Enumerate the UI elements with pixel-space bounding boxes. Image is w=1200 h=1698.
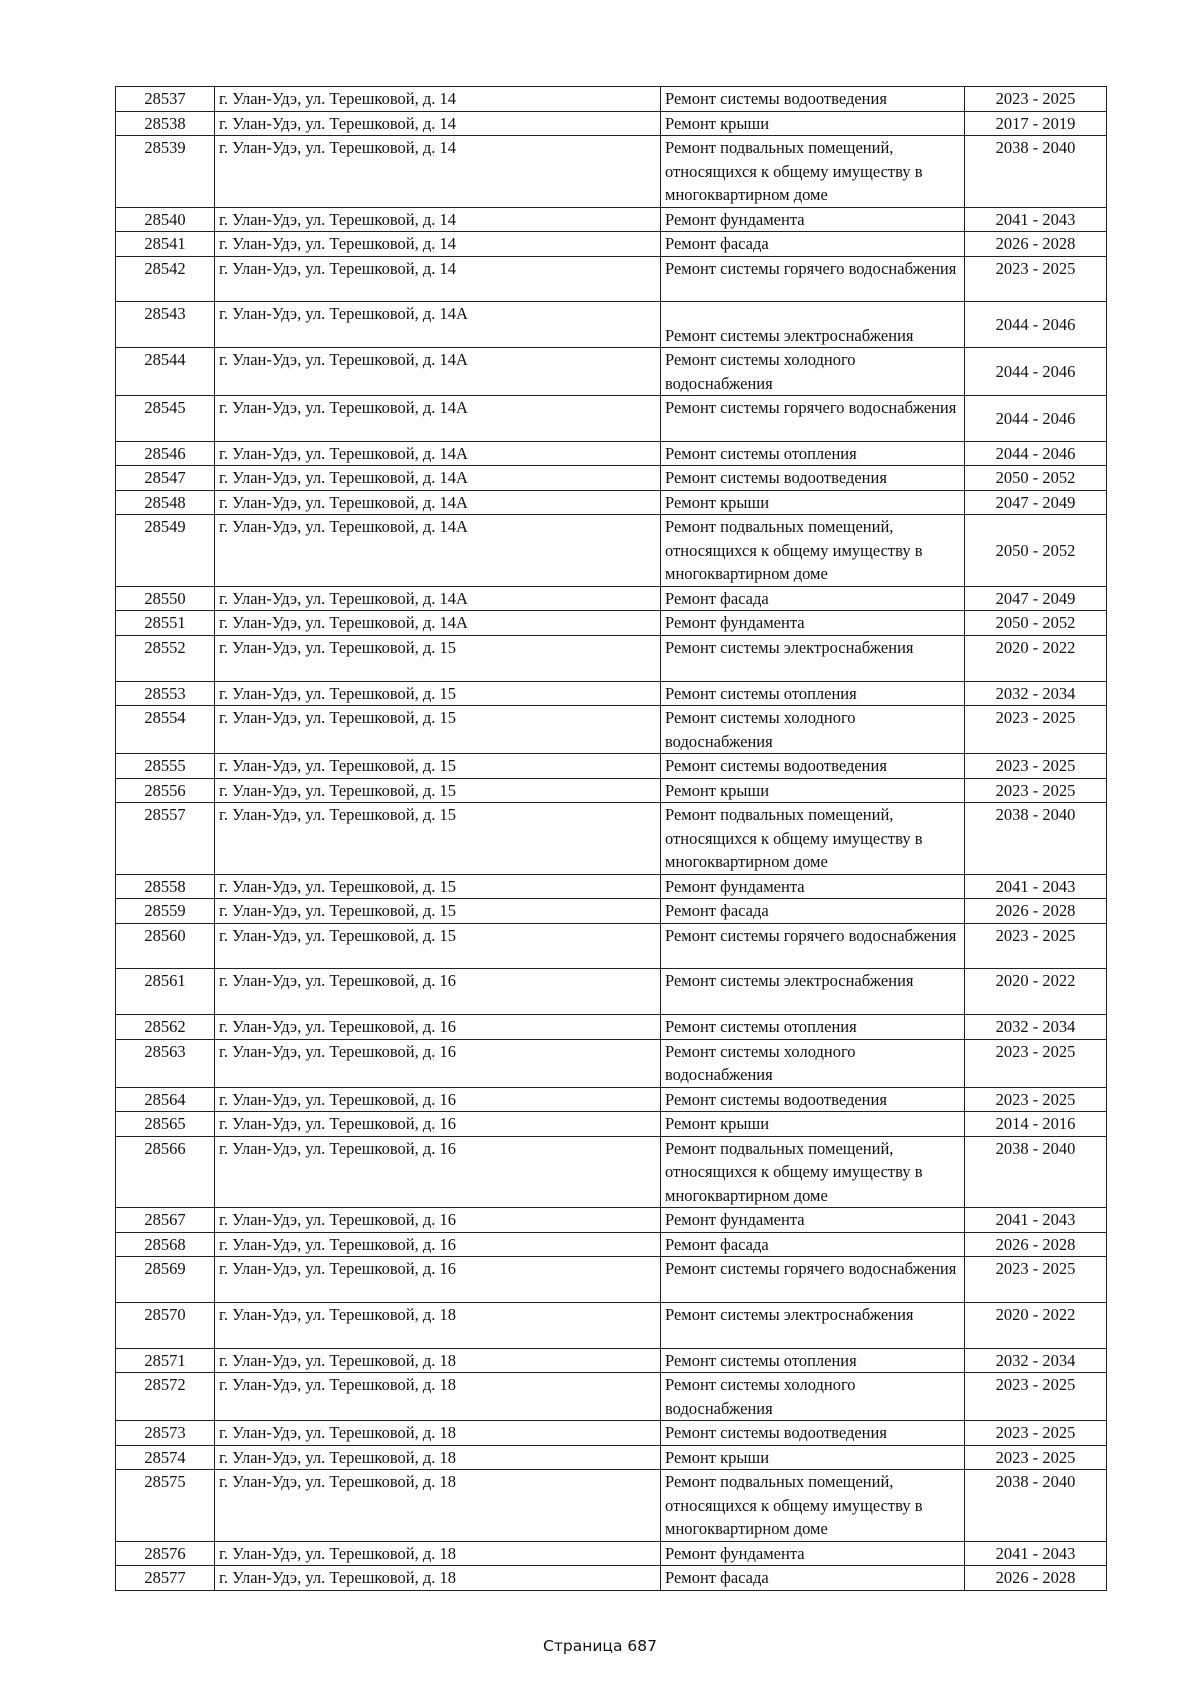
- period-cell: 2023 - 2025: [965, 778, 1107, 803]
- address-cell: г. Улан-Удэ, ул. Терешковой, д. 18: [215, 1421, 661, 1446]
- address-cell: г. Улан-Удэ, ул. Терешковой, д. 15: [215, 635, 661, 681]
- work-type-cell: Ремонт фундамента: [661, 1208, 965, 1233]
- work-type-cell: Ремонт системы электроснабжения: [661, 302, 965, 348]
- repair-schedule-table: [115, 86, 1107, 1591]
- table-row: [116, 1348, 1107, 1373]
- address-cell: г. Улан-Удэ, ул. Терешковой, д. 14: [215, 207, 661, 232]
- work-type-cell: Ремонт крыши: [661, 111, 965, 136]
- table-row: [116, 1303, 1107, 1349]
- page-number: Страница 687: [543, 1637, 657, 1655]
- work-type-cell: Ремонт системы электроснабжения: [661, 969, 965, 1015]
- period-cell: 2014 - 2016: [965, 1112, 1107, 1137]
- address-cell: г. Улан-Удэ, ул. Терешковой, д. 14: [215, 87, 661, 112]
- table-row: [116, 1257, 1107, 1303]
- address-cell: г. Улан-Удэ, ул. Терешковой, д. 14А: [215, 515, 661, 587]
- table-row: [116, 803, 1107, 875]
- table-row: [116, 1566, 1107, 1591]
- row-number-cell: 28544: [116, 348, 215, 396]
- address-cell: г. Улан-Удэ, ул. Терешковой, д. 16: [215, 1136, 661, 1208]
- period-cell: 2032 - 2034: [965, 681, 1107, 706]
- table-row: [116, 1112, 1107, 1137]
- row-number-cell: 28543: [116, 302, 215, 348]
- period-cell: 2044 - 2046: [965, 441, 1107, 466]
- table-row: [116, 1232, 1107, 1257]
- period-cell: 2032 - 2034: [965, 1348, 1107, 1373]
- row-number-cell: 28565: [116, 1112, 215, 1137]
- row-number-cell: 28546: [116, 441, 215, 466]
- period-cell: 2023 - 2025: [965, 1087, 1107, 1112]
- address-cell: г. Улан-Удэ, ул. Терешковой, д. 14А: [215, 348, 661, 396]
- row-number-cell: 28570: [116, 1303, 215, 1349]
- work-type-cell: Ремонт системы горячего водоснабжения: [661, 923, 965, 969]
- row-number-cell: 28540: [116, 207, 215, 232]
- table-row: [116, 874, 1107, 899]
- work-type-cell: Ремонт крыши: [661, 490, 965, 515]
- table-row: [116, 899, 1107, 924]
- row-number-cell: 28561: [116, 969, 215, 1015]
- period-cell: 2041 - 2043: [965, 1208, 1107, 1233]
- row-number-cell: 28549: [116, 515, 215, 587]
- address-cell: г. Улан-Удэ, ул. Терешковой, д. 16: [215, 1039, 661, 1087]
- period-cell: 2023 - 2025: [965, 1421, 1107, 1446]
- table-row: [116, 754, 1107, 779]
- address-cell: г. Улан-Удэ, ул. Терешковой, д. 14А: [215, 611, 661, 636]
- work-type-cell: Ремонт фундамента: [661, 207, 965, 232]
- row-number-cell: 28577: [116, 1566, 215, 1591]
- row-number-cell: 28574: [116, 1445, 215, 1470]
- row-number-cell: 28547: [116, 466, 215, 491]
- work-type-cell: Ремонт системы отопления: [661, 1015, 965, 1040]
- period-cell: 2032 - 2034: [965, 1015, 1107, 1040]
- address-cell: г. Улан-Удэ, ул. Терешковой, д. 14А: [215, 466, 661, 491]
- period-cell: 2041 - 2043: [965, 1541, 1107, 1566]
- address-cell: г. Улан-Удэ, ул. Терешковой, д. 14А: [215, 441, 661, 466]
- address-cell: г. Улан-Удэ, ул. Терешковой, д. 14: [215, 111, 661, 136]
- table-row: [116, 1015, 1107, 1040]
- table-row: [116, 681, 1107, 706]
- row-number-cell: 28560: [116, 923, 215, 969]
- row-number-cell: 28557: [116, 803, 215, 875]
- period-cell: 2050 - 2052: [965, 611, 1107, 636]
- work-type-cell: Ремонт системы водоотведения: [661, 87, 965, 112]
- table-row: [116, 256, 1107, 302]
- table-row: [116, 586, 1107, 611]
- table-row: [116, 466, 1107, 491]
- table-row: [116, 1470, 1107, 1542]
- table-row: [116, 1087, 1107, 1112]
- period-cell: 2026 - 2028: [965, 899, 1107, 924]
- table-row: [116, 778, 1107, 803]
- period-cell: 2023 - 2025: [965, 1373, 1107, 1421]
- table-row: [116, 1421, 1107, 1446]
- address-cell: г. Улан-Удэ, ул. Терешковой, д. 15: [215, 874, 661, 899]
- row-number-cell: 28548: [116, 490, 215, 515]
- work-type-cell: Ремонт крыши: [661, 778, 965, 803]
- address-cell: г. Улан-Удэ, ул. Терешковой, д. 18: [215, 1303, 661, 1349]
- work-type-cell: Ремонт системы холодного водоснабжения: [661, 348, 965, 396]
- table-row: [116, 136, 1107, 208]
- address-cell: г. Улан-Удэ, ул. Терешковой, д. 15: [215, 778, 661, 803]
- period-cell: 2041 - 2043: [965, 207, 1107, 232]
- address-cell: г. Улан-Удэ, ул. Терешковой, д. 18: [215, 1373, 661, 1421]
- table-row: [116, 111, 1107, 136]
- row-number-cell: 28568: [116, 1232, 215, 1257]
- row-number-cell: 28556: [116, 778, 215, 803]
- period-cell: 2041 - 2043: [965, 874, 1107, 899]
- row-number-cell: 28541: [116, 232, 215, 257]
- table-body: [116, 87, 1107, 1591]
- row-number-cell: 28538: [116, 111, 215, 136]
- work-type-cell: Ремонт системы водоотведения: [661, 466, 965, 491]
- table-row: [116, 1541, 1107, 1566]
- period-cell: 2020 - 2022: [965, 969, 1107, 1015]
- work-type-cell: Ремонт подвальных помещений, относящихся к общему имуществу в многоквартирном доме: [661, 136, 965, 208]
- work-type-cell: Ремонт крыши: [661, 1445, 965, 1470]
- period-cell: 2026 - 2028: [965, 232, 1107, 257]
- address-cell: г. Улан-Удэ, ул. Терешковой, д. 16: [215, 1112, 661, 1137]
- table-row: [116, 1445, 1107, 1470]
- period-cell: 2047 - 2049: [965, 490, 1107, 515]
- work-type-cell: Ремонт системы горячего водоснабжения: [661, 396, 965, 442]
- period-cell: 2038 - 2040: [965, 1470, 1107, 1542]
- row-number-cell: 28569: [116, 1257, 215, 1303]
- work-type-cell: Ремонт фасада: [661, 232, 965, 257]
- table-row: [116, 302, 1107, 348]
- period-cell: 2044 - 2046: [965, 348, 1107, 396]
- period-cell: 2050 - 2052: [965, 515, 1107, 587]
- address-cell: г. Улан-Удэ, ул. Терешковой, д. 16: [215, 1208, 661, 1233]
- table-row: [116, 611, 1107, 636]
- table-row: [116, 207, 1107, 232]
- period-cell: 2023 - 2025: [965, 754, 1107, 779]
- row-number-cell: 28562: [116, 1015, 215, 1040]
- table-row: [116, 635, 1107, 681]
- work-type-cell: Ремонт системы отопления: [661, 441, 965, 466]
- row-number-cell: 28550: [116, 586, 215, 611]
- row-number-cell: 28573: [116, 1421, 215, 1446]
- period-cell: 2023 - 2025: [965, 256, 1107, 302]
- address-cell: г. Улан-Удэ, ул. Терешковой, д. 15: [215, 706, 661, 754]
- period-cell: 2023 - 2025: [965, 1445, 1107, 1470]
- period-cell: 2038 - 2040: [965, 1136, 1107, 1208]
- work-type-cell: Ремонт системы водоотведения: [661, 1421, 965, 1446]
- address-cell: г. Улан-Удэ, ул. Терешковой, д. 18: [215, 1348, 661, 1373]
- table-row: [116, 490, 1107, 515]
- row-number-cell: 28555: [116, 754, 215, 779]
- row-number-cell: 28558: [116, 874, 215, 899]
- row-number-cell: 28542: [116, 256, 215, 302]
- period-cell: 2023 - 2025: [965, 1039, 1107, 1087]
- address-cell: г. Улан-Удэ, ул. Терешковой, д. 18: [215, 1470, 661, 1542]
- address-cell: г. Улан-Удэ, ул. Терешковой, д. 14А: [215, 490, 661, 515]
- table-row: [116, 1136, 1107, 1208]
- period-cell: 2044 - 2046: [965, 302, 1107, 348]
- table-row: [116, 515, 1107, 587]
- table-row: [116, 1208, 1107, 1233]
- address-cell: г. Улан-Удэ, ул. Терешковой, д. 15: [215, 681, 661, 706]
- row-number-cell: 28553: [116, 681, 215, 706]
- address-cell: г. Улан-Удэ, ул. Терешковой, д. 15: [215, 923, 661, 969]
- table-row: [116, 923, 1107, 969]
- address-cell: г. Улан-Удэ, ул. Терешковой, д. 15: [215, 754, 661, 779]
- work-type-cell: Ремонт подвальных помещений, относящихся к общему имуществу в многоквартирном доме: [661, 1136, 965, 1208]
- period-cell: 2050 - 2052: [965, 466, 1107, 491]
- address-cell: г. Улан-Удэ, ул. Терешковой, д. 15: [215, 899, 661, 924]
- address-cell: г. Улан-Удэ, ул. Терешковой, д. 14А: [215, 396, 661, 442]
- work-type-cell: Ремонт системы отопления: [661, 681, 965, 706]
- row-number-cell: 28539: [116, 136, 215, 208]
- work-type-cell: Ремонт фасада: [661, 586, 965, 611]
- row-number-cell: 28576: [116, 1541, 215, 1566]
- work-type-cell: Ремонт системы холодного водоснабжения: [661, 706, 965, 754]
- address-cell: г. Улан-Удэ, ул. Терешковой, д. 14А: [215, 302, 661, 348]
- row-number-cell: 28559: [116, 899, 215, 924]
- table-row: [116, 1039, 1107, 1087]
- period-cell: 2047 - 2049: [965, 586, 1107, 611]
- row-number-cell: 28551: [116, 611, 215, 636]
- address-cell: г. Улан-Удэ, ул. Терешковой, д. 15: [215, 803, 661, 875]
- address-cell: г. Улан-Удэ, ул. Терешковой, д. 14: [215, 256, 661, 302]
- period-cell: 2038 - 2040: [965, 803, 1107, 875]
- work-type-cell: Ремонт фасада: [661, 1566, 965, 1591]
- row-number-cell: 28572: [116, 1373, 215, 1421]
- work-type-cell: Ремонт системы холодного водоснабжения: [661, 1373, 965, 1421]
- work-type-cell: Ремонт фасада: [661, 899, 965, 924]
- work-type-cell: Ремонт системы водоотведения: [661, 1087, 965, 1112]
- period-cell: 2023 - 2025: [965, 706, 1107, 754]
- work-type-cell: Ремонт системы горячего водоснабжения: [661, 1257, 965, 1303]
- row-number-cell: 28563: [116, 1039, 215, 1087]
- address-cell: г. Улан-Удэ, ул. Терешковой, д. 18: [215, 1541, 661, 1566]
- row-number-cell: 28567: [116, 1208, 215, 1233]
- row-number-cell: 28564: [116, 1087, 215, 1112]
- address-cell: г. Улан-Удэ, ул. Терешковой, д. 14: [215, 136, 661, 208]
- table-row: [116, 348, 1107, 396]
- period-cell: 2023 - 2025: [965, 87, 1107, 112]
- address-cell: г. Улан-Удэ, ул. Терешковой, д. 18: [215, 1566, 661, 1591]
- period-cell: 2020 - 2022: [965, 1303, 1107, 1349]
- period-cell: 2026 - 2028: [965, 1566, 1107, 1591]
- work-type-cell: Ремонт фундамента: [661, 874, 965, 899]
- row-number-cell: 28545: [116, 396, 215, 442]
- table-row: [116, 232, 1107, 257]
- table-row: [116, 706, 1107, 754]
- work-type-cell: Ремонт подвальных помещений, относящихся к общему имуществу в многоквартирном доме: [661, 803, 965, 875]
- address-cell: г. Улан-Удэ, ул. Терешковой, д. 16: [215, 1015, 661, 1040]
- period-cell: 2023 - 2025: [965, 923, 1107, 969]
- work-type-cell: Ремонт системы горячего водоснабжения: [661, 256, 965, 302]
- work-type-cell: Ремонт фундамента: [661, 1541, 965, 1566]
- address-cell: г. Улан-Удэ, ул. Терешковой, д. 16: [215, 1232, 661, 1257]
- address-cell: г. Улан-Удэ, ул. Терешковой, д. 16: [215, 969, 661, 1015]
- table-row: [116, 87, 1107, 112]
- row-number-cell: 28571: [116, 1348, 215, 1373]
- work-type-cell: Ремонт фасада: [661, 1232, 965, 1257]
- table-row: [116, 441, 1107, 466]
- row-number-cell: 28566: [116, 1136, 215, 1208]
- table-row: [116, 969, 1107, 1015]
- work-type-cell: Ремонт фундамента: [661, 611, 965, 636]
- period-cell: 2023 - 2025: [965, 1257, 1107, 1303]
- row-number-cell: 28552: [116, 635, 215, 681]
- table-row: [116, 1373, 1107, 1421]
- row-number-cell: 28575: [116, 1470, 215, 1542]
- address-cell: г. Улан-Удэ, ул. Терешковой, д. 14: [215, 232, 661, 257]
- period-cell: 2026 - 2028: [965, 1232, 1107, 1257]
- work-type-cell: Ремонт системы отопления: [661, 1348, 965, 1373]
- address-cell: г. Улан-Удэ, ул. Терешковой, д. 16: [215, 1257, 661, 1303]
- work-type-cell: Ремонт системы холодного водоснабжения: [661, 1039, 965, 1087]
- row-number-cell: 28554: [116, 706, 215, 754]
- work-type-cell: Ремонт системы водоотведения: [661, 754, 965, 779]
- work-type-cell: Ремонт подвальных помещений, относящихся к общему имуществу в многоквартирном доме: [661, 1470, 965, 1542]
- address-cell: г. Улан-Удэ, ул. Терешковой, д. 18: [215, 1445, 661, 1470]
- work-type-cell: Ремонт подвальных помещений, относящихся к общему имуществу в многоквартирном доме: [661, 515, 965, 587]
- work-type-cell: Ремонт крыши: [661, 1112, 965, 1137]
- address-cell: г. Улан-Удэ, ул. Терешковой, д. 16: [215, 1087, 661, 1112]
- work-type-cell: Ремонт системы электроснабжения: [661, 635, 965, 681]
- period-cell: 2017 - 2019: [965, 111, 1107, 136]
- period-cell: 2038 - 2040: [965, 136, 1107, 208]
- period-cell: 2020 - 2022: [965, 635, 1107, 681]
- row-number-cell: 28537: [116, 87, 215, 112]
- period-cell: 2044 - 2046: [965, 396, 1107, 442]
- table-row: [116, 396, 1107, 442]
- work-type-cell: Ремонт системы электроснабжения: [661, 1303, 965, 1349]
- address-cell: г. Улан-Удэ, ул. Терешковой, д. 14А: [215, 586, 661, 611]
